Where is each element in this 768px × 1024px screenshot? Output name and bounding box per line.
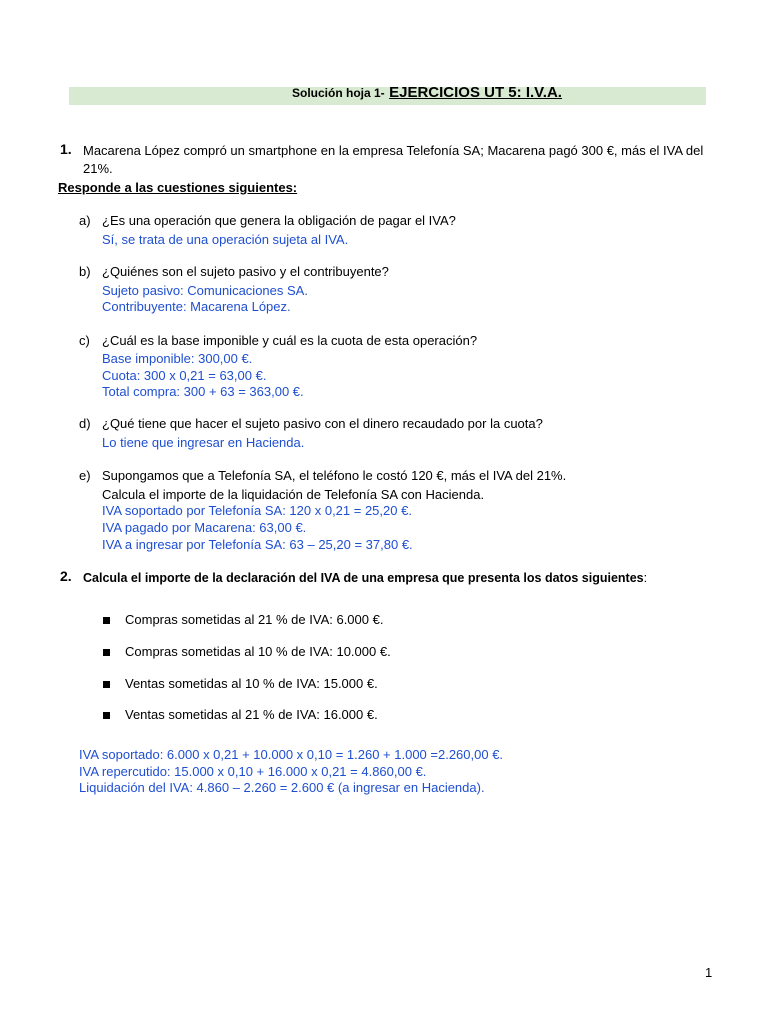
q2-answer-line: IVA soportado: 6.000 x 0,21 + 10.000 x 0,10 = 1.260 + 1.000 =2.260,00 €. bbox=[79, 747, 504, 762]
q1-item-b-answer: Contribuyente: Macarena López. bbox=[102, 299, 291, 314]
q1-item-c-answer: Cuota: 300 x 0,21 = 63,00 €. bbox=[102, 368, 267, 383]
q1-item-a-question: ¿Es una operación que genera la obligación de pagar el IVA? bbox=[102, 213, 456, 228]
q1-item-e-answer: IVA pagado por Macarena: 63,00 €. bbox=[102, 520, 307, 535]
q2-statement-colon: : bbox=[643, 571, 648, 585]
q1-item-b-letter: b) bbox=[79, 264, 91, 279]
bullet-square-icon bbox=[103, 617, 110, 624]
q1-number: 1. bbox=[60, 141, 72, 157]
page-number: 1 bbox=[705, 965, 713, 980]
bullet-square-icon bbox=[103, 649, 110, 656]
q1-statement-line1: Macarena López compró un smartphone en la empresa Telefonía SA; Macarena pagó 300 €, más el IVA del bbox=[83, 143, 704, 158]
q1-item-e-question: Supongamos que a Telefonía SA, el teléfono le costó 120 €, más el IVA del 21%. bbox=[102, 468, 567, 483]
q1-item-e-answer: IVA soportado por Telefonía SA: 120 x 0,21 = 25,20 €. bbox=[102, 503, 412, 518]
q1-item-d-letter: d) bbox=[79, 416, 91, 431]
q1-item-a-answer: Sí, se trata de una operación sujeta al IVA. bbox=[102, 232, 349, 247]
q1-item-c-answer: Total compra: 300 + 63 = 363,00 €. bbox=[102, 384, 304, 399]
bullet-square-icon bbox=[103, 712, 110, 719]
q1-item-b-answer: Sujeto pasivo: Comunicaciones SA. bbox=[102, 283, 308, 298]
q1-instruction: Responde a las cuestiones siguientes: bbox=[58, 180, 298, 195]
q2-answer-line: IVA repercutido: 15.000 x 0,10 + 16.000 x 0,21 = 4.860,00 €. bbox=[79, 764, 427, 779]
page-header bbox=[292, 84, 562, 102]
q1-item-e-question-2: Calcula el importe de la liquidación de Telefonía SA con Hacienda. bbox=[102, 487, 485, 502]
q1-item-d-question: ¿Qué tiene que hacer el sujeto pasivo con el dinero recaudado por la cuota? bbox=[102, 416, 543, 431]
q1-item-c-question: ¿Cuál es la base imponible y cuál es la cuota de esta operación? bbox=[102, 333, 478, 348]
q2-number: 2. bbox=[60, 568, 72, 584]
q1-item-d-answer: Lo tiene que ingresar en Hacienda. bbox=[102, 435, 305, 450]
q1-item-c-answer: Base imponible: 300,00 €. bbox=[102, 351, 253, 366]
q1-item-e-letter: e) bbox=[79, 468, 91, 483]
q2-bullet-item: Ventas sometidas al 10 % de IVA: 15.000 €. bbox=[125, 676, 378, 691]
q2-answer-line: Liquidación del IVA: 4.860 – 2.260 = 2.600 € (a ingresar en Hacienda). bbox=[79, 780, 485, 795]
q2-bullet-item: Ventas sometidas al 21 % de IVA: 16.000 €. bbox=[125, 707, 378, 722]
q2-statement-text: Calcula el importe de la declaración del IVA de una empresa que presenta los datos siguientes bbox=[83, 571, 644, 585]
q2-statement bbox=[83, 570, 647, 586]
q1-item-c-letter: c) bbox=[79, 333, 90, 348]
bullet-square-icon bbox=[103, 681, 110, 688]
q1-item-a-letter: a) bbox=[79, 213, 91, 228]
q1-statement-line2: 21%. bbox=[83, 161, 113, 176]
q1-item-b-question: ¿Quiénes son el sujeto pasivo y el contribuyente? bbox=[102, 264, 389, 279]
q1-item-e-answer: IVA a ingresar por Telefonía SA: 63 – 25,20 = 37,80 €. bbox=[102, 537, 413, 552]
q2-bullet-item: Compras sometidas al 10 % de IVA: 10.000 €. bbox=[125, 644, 391, 659]
q2-bullet-item: Compras sometidas al 21 % de IVA: 6.000 €. bbox=[125, 612, 384, 627]
header-subtitle: Solución hoja 1- bbox=[292, 86, 385, 100]
header-title: EJERCICIOS UT 5: I.V.A. bbox=[389, 84, 562, 101]
